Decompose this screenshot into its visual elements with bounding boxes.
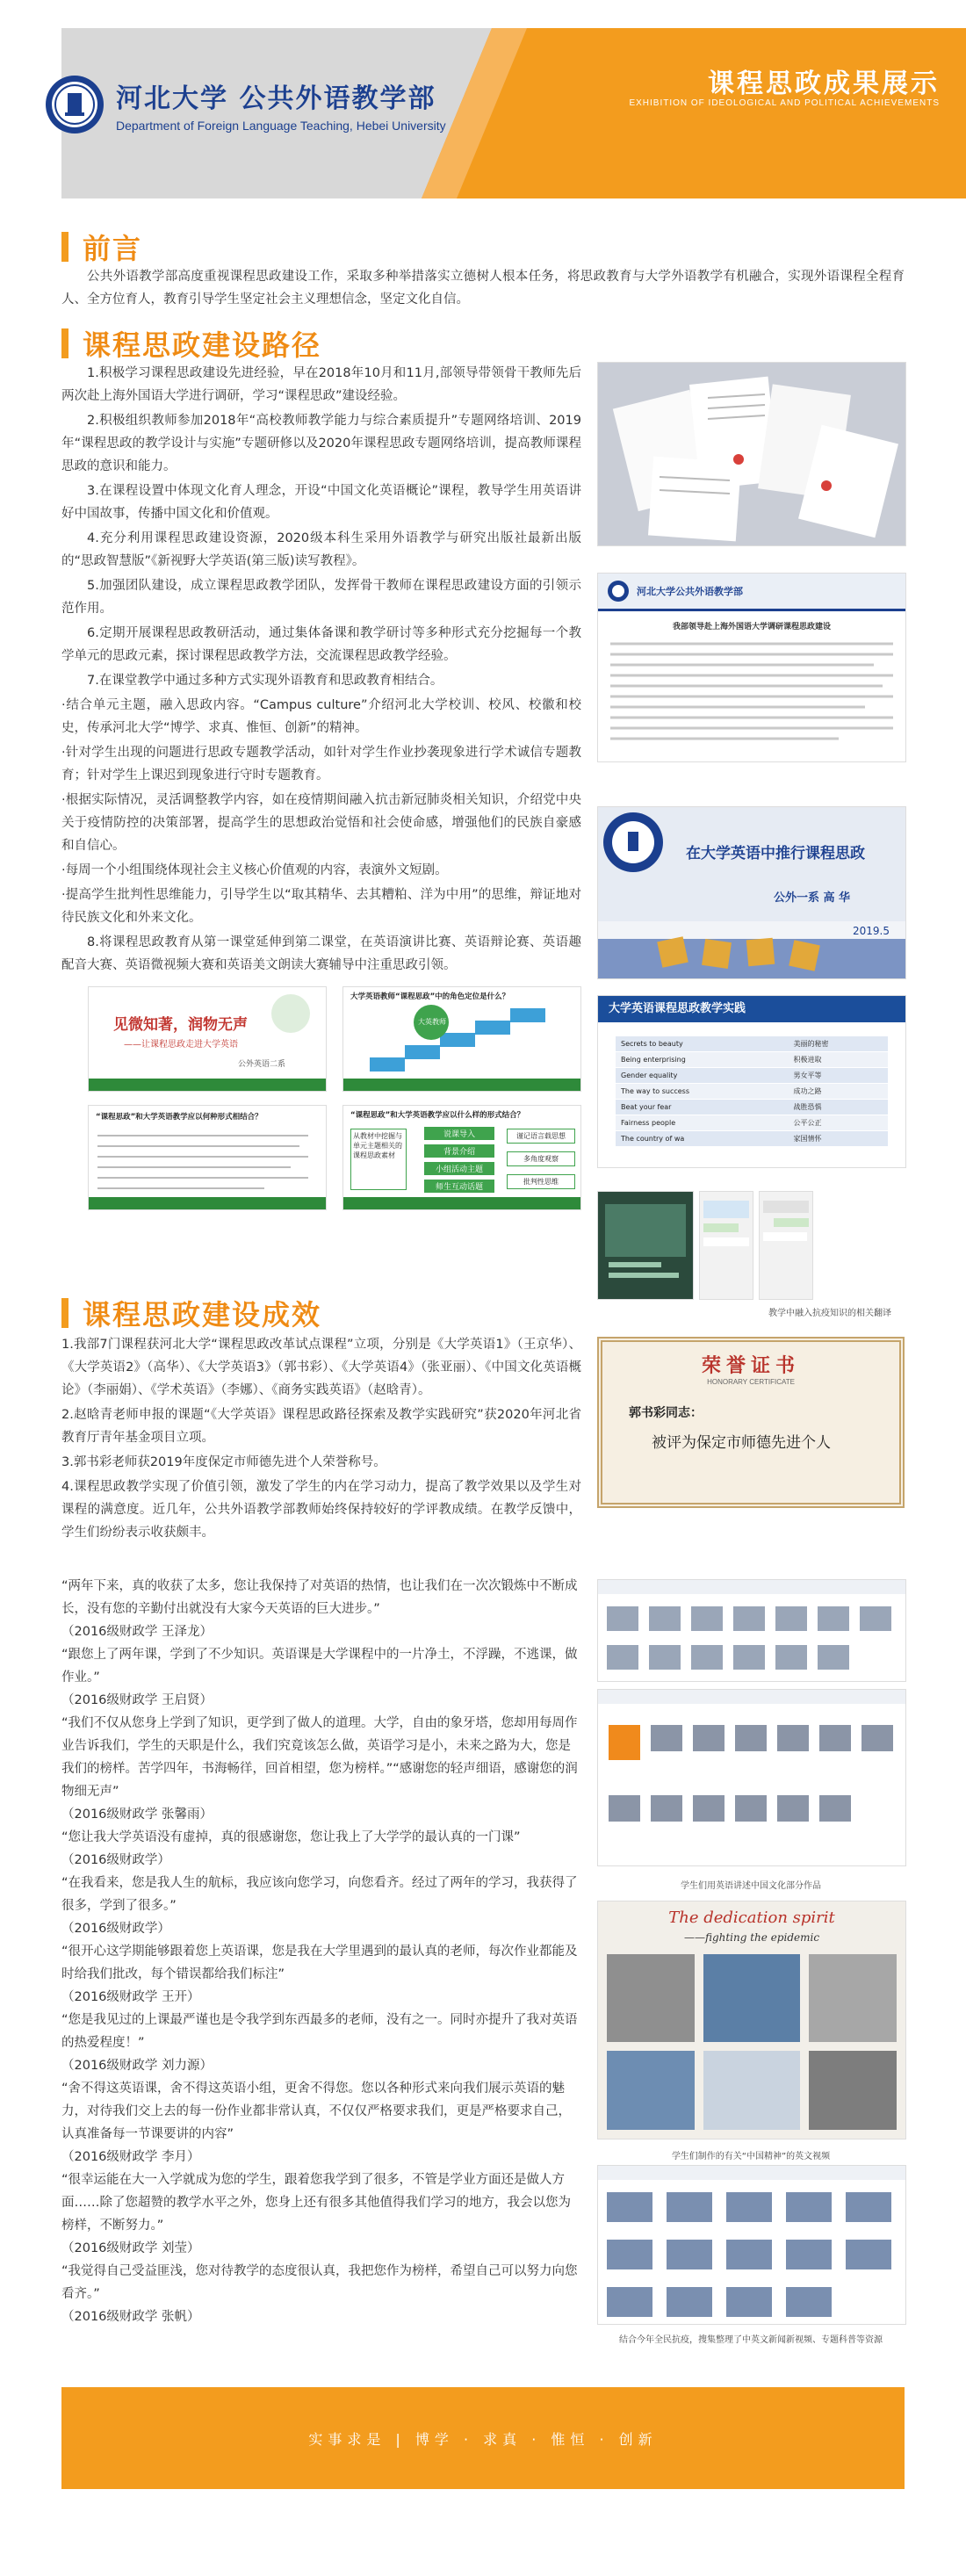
webpage-header [598, 574, 905, 611]
section-marker [61, 1298, 68, 1328]
table-cell: Secrets to beauty [616, 1036, 788, 1052]
videos-caption: 学生们用英语讲述中国文化部分作品 [681, 1881, 821, 1891]
path-item: ·针对学生出现的问题进行思政专题教学活动，如针对学生作业抄袭现象进行学术诚信专题教育；针对学生上课迟到现象进行守时专题教育。 [61, 746, 581, 783]
testimonial-author: （2016级财政学 张馨雨） [61, 1808, 213, 1822]
table-cell: Gender equality [616, 1068, 788, 1084]
testimonial-author: （2016级财政学 王启贤） [61, 1693, 213, 1707]
path-item: 4.充分利用课程思政建设资源，2020级本科生采用外语教学与研究出版社最新出版的“思政智慧版”《新视野大学英语(第三版)读写教程》。 [61, 531, 581, 568]
video-folder-screenshot-1 [597, 1579, 906, 1682]
preface-text: 公共外语教学部高度重视课程思政建设工作，采取多种举措落实立德树人根本任务，将思政教育与大学外语教学有机融合，实现外语课程全程育人、全方位育人，教育引导学生坚定社会主义理想信念，坚定文化自信。 [61, 270, 905, 307]
table-slide [597, 995, 906, 1168]
path-item: 8.将课程思政教育从第一课堂延伸到第二课堂，在英语演讲比赛、英语辩论赛、英语趣配音大赛、英语微视频大赛和英语美文朗读大赛辅导中注重思政引领。 [61, 935, 581, 972]
video-folder-image [598, 1690, 905, 1865]
poster-subtitle: ——fighting the epidemic [683, 1931, 820, 1944]
learning-screen-image [598, 1192, 693, 1299]
path-item: 3.在课程设置中体现文化育人理念，开设“中国文化英语概论”课程，教导学生用英语讲好中国故事，传播中国文化和价值观。 [61, 484, 581, 521]
slide-4-outcome: 谨记语言载思想 [507, 1129, 575, 1144]
poster-caption: 学生们制作的有关“中国精神”的英文视频 [671, 2152, 831, 2161]
path-item: 2.积极组织教师参加2018年“高校教师教学能力与综合素质提升”专题网络培训、2019年“课程思政的教学设计与实施”专题研修以及2020年课程思政专题网络培训，提高教师课程思政的意识和能力。 [61, 414, 581, 473]
results-item: 3.郭书彩老师获2019年度保定市师德先进个人荣誉称号。 [61, 1455, 386, 1469]
slide-4-outcome: 多角度观察 [507, 1151, 575, 1166]
university-seal-icon [607, 580, 630, 603]
table-cell: 战胜恐惧 [788, 1100, 888, 1115]
certificate-recipient: 郭书彩同志： [629, 1406, 703, 1420]
poster-title: The dedication spirit [668, 1909, 835, 1927]
path-item: ·结合单元主题，融入思政内容。“Campus culture”介绍河北大学校训、校风、校徽和校史，传承河北大学“博学、求真、惟恒、创新”的精神。 [61, 698, 581, 735]
slide-3-title: “课程思政”和大学英语教学应以何种形式相结合？ [96, 1113, 263, 1122]
testimonial-quote: “我们不仅从您身上学到了知识，更学到了做人的道理。大学，自由的象牙塔，您却用每周作业告诉我们，学生的天职是什么，我们究竟该怎么做，英语学习是小，未来之路为大，您是我们的榜样。苦学四年，书海畅徉，回首相望，您为榜样。”“感谢您的轻声细语，感谢您的润物细无声” [61, 1716, 578, 1799]
webpage-body [598, 611, 905, 762]
testimonial-quote: “很幸运能在大一入学就成为您的学生，跟着您我学到了很多，不管是学业方面还是做人方面……除了您超赞的教学水平之外，您身上还有很多其他值得我们学习的地方，我会以您为榜样，不断努力。” [61, 2173, 571, 2233]
results-list [61, 1333, 581, 1546]
table-slide-title: 大学英语课程思政教学实践 [598, 996, 905, 1022]
results-item: 2.赵晗青老师申报的课题“《大学英语》课程思政路径探索及教学实践研究”获2020年河北省教育厅青年基金项目立项。 [61, 1408, 581, 1445]
preface-heading [61, 227, 142, 267]
slide-4-outcome: 批判性思维 [507, 1174, 575, 1189]
banner-title: 课程思政成果展示 [708, 69, 940, 99]
title-slide-text: 在大学英语中推行课程思政 [686, 845, 865, 862]
certificate-english-title: HONORARY CERTIFICATE [707, 1378, 795, 1386]
slide-4-step: 师生互动话题 [424, 1180, 494, 1193]
preface-title: 前言 [83, 232, 143, 265]
phone-screenshot-image [700, 1192, 753, 1299]
slide-4-source-box: 从教材中挖掘与单元主题相关的课程思政素材 [350, 1129, 407, 1190]
testimonial-author: （2016级财政学 刘莹） [61, 2241, 200, 2255]
testimonial-author: （2016级财政学） [61, 1853, 170, 1867]
video-folder-image [598, 1580, 905, 1681]
testimonial-quote: “我觉得自己受益匪浅，您对待教学的态度很认真，我把您作为榜样，希望自己可以努力向您看齐。” [61, 2264, 578, 2301]
slide-1-subtitle: ——让课程思政走进大学英语 [124, 1040, 238, 1050]
title-slide-background [598, 807, 905, 978]
path-list [61, 362, 581, 978]
slide-4 [342, 1105, 581, 1210]
news-caption: 结合今年全民抗疫，搜集整理了中英文新闻新视频、专题科普等资源 [619, 2335, 883, 2345]
learning-caption: 教学中融入抗疫知识的相关翻译 [768, 1309, 891, 1318]
results-heading [61, 1293, 321, 1333]
table-cell: 家国情怀 [788, 1131, 888, 1147]
certificate-title: 荣誉证书 [701, 1355, 800, 1377]
phone-screenshot-2 [759, 1191, 813, 1300]
slide-2-title: 大学英语教师“课程思政”中的角色定位是什么？ [350, 992, 510, 1001]
path-item: 6.定期开展课程思政教研活动，通过集体备课和教学研讨等多种形式充分挖掘每一个教学单元的思政元素，探讨课程思政教学方法，交流课程思政教学经验。 [61, 626, 581, 663]
results-item: 4.课程思政教学实现了价值引领，激发了学生的内在学习动力，提高了教学效果以及学生对课程的满意度。近几年，公共外语教学部教师始终保持较好的学评教成绩。在教学反馈中，学生们纷纷表示收获颇丰。 [61, 1480, 581, 1540]
table-row [616, 1036, 888, 1052]
testimonial-author: （2016级财政学 李月） [61, 2150, 200, 2164]
table-row [616, 1115, 888, 1131]
testimonial-author: （2016级财政学 刘力源） [61, 2059, 213, 2073]
slide-4-step: 说课导入 [424, 1127, 494, 1140]
documents-photo [597, 362, 906, 546]
news-resources-screenshot [597, 2165, 906, 2325]
slide-1 [88, 986, 327, 1092]
logo [44, 74, 446, 135]
video-folder-screenshot-2 [597, 1689, 906, 1866]
table-cell: Fairness people [616, 1115, 788, 1131]
path-item: 5.加强团队建设，成立课程思政教学团队，发挥骨干教师在课程思政建设方面的引领示范作用。 [61, 579, 581, 616]
webpage-article-text [610, 631, 893, 754]
page-footer [61, 2387, 905, 2489]
testimonial-quote: “在我看来，您是我人生的航标，我应该向您学习，向您看齐。经过了两年的学习，我获得了很多，学到了很多。” [61, 1876, 578, 1913]
results-title: 课程思政建设成效 [83, 1298, 322, 1331]
testimonial-author: （2016级财政学 王泽龙） [61, 1625, 213, 1639]
testimonial-quote: “舍不得这英语课，舍不得这英语小组，更舍不得您。您以各种形式来向我们展示英语的魅力，对待我们交上去的每一份作业都非常认真，不仅仅严格要求我们，更是严格要求自己，认真准备每一节课要讲的内容” [61, 2082, 571, 2141]
webpage-article-title: 我部领导赴上海外国语大学调研课程思政建设 [672, 623, 831, 631]
honor-certificate [597, 1337, 905, 1508]
table-cell: 美丽的秘密 [788, 1036, 888, 1052]
testimonial-quote: “很开心这学期能够跟着您上英语课，您是我在大学里遇到的最认真的老师，每次作业都能及时给我们批改，每个错误都给我们标注” [61, 1945, 578, 1981]
slide-1-title: 见微知著，润物无声 [113, 1016, 248, 1034]
title-slide-author: 公外一系 高 华 [774, 891, 851, 905]
logo-english-name: Department of Foreign Language Teaching, Hebei University [116, 119, 446, 133]
documents-image [598, 363, 905, 545]
table-row [616, 1100, 888, 1115]
path-item: ·每周一个小组围绕体现社会主义核心价值观的内容，表演外文短剧。 [61, 863, 448, 877]
testimonial-author: （2016级财政学 王开） [61, 1990, 200, 2004]
table-cell: 公平公正 [788, 1115, 888, 1131]
slide-4-step: 背景介绍 [424, 1144, 494, 1158]
title-slide-year: 2019.5 [853, 925, 890, 937]
dedication-poster [597, 1901, 906, 2139]
path-item: ·提高学生批判性思维能力，引导学生以“取其精华、去其糟粕、洋为中用”的思维，辩证地对待民族文化和外来文化。 [61, 888, 581, 925]
table-slide-table [616, 1036, 888, 1147]
testimonial-quote: “跟您上了两年课，学到了不少知识。英语课是大学课程中的一片净土，不浮躁，不逃课，做作业。” [61, 1648, 578, 1685]
table-row [616, 1068, 888, 1084]
testimonial-quote: “您让我大学英语没有虚掉，真的很感谢您，您让我上了大学学的最认真的一门课” [61, 1830, 521, 1844]
path-item: 7.在课堂教学中通过多种方式实现外语教育和思政教育相结合。 [87, 674, 443, 688]
path-item: 1.积极学习课程思政建设先进经验，早在2018年10月和11月,部领导带领骨干教师先后两次赴上海外国语大学进行调研，学习“课程思政”建设经验。 [61, 366, 581, 403]
testimonial-author: （2016级财政学） [61, 1922, 170, 1936]
webpage-site-name: 河北大学公共外语教学部 [637, 586, 743, 597]
banner-subtitle: EXHIBITION OF IDEOLOGICAL AND POLITICAL ACHIEVEMENTS [629, 98, 940, 108]
testimonial-author: （2016级财政学 张帆） [61, 2310, 200, 2324]
slide-2-center: 大英教师 [418, 1018, 446, 1026]
path-heading [61, 323, 321, 364]
certificate-body: 被评为保定市师德先进个人 [652, 1434, 831, 1452]
slide-4-step: 小组活动主题 [424, 1162, 494, 1175]
university-seal-icon [44, 74, 105, 135]
table-cell: 男女平等 [788, 1068, 888, 1084]
results-item: 1.我部7门课程获河北大学“课程思政改革试点课程”立项，分别是《大学英语1》（王京华）、《大学英语2》（高华）、《大学英语3》（郭书彩）、《大学英语4》（张亚丽）、《中国文化英语概论》（李丽娟）、《学术英语》（李娜）、《商务实践英语》（赵晗青）。 [61, 1338, 581, 1397]
table-cell: Being enterprising [616, 1052, 788, 1068]
learning-screen-photo [597, 1191, 694, 1300]
path-item: ·根据实际情况，灵活调整教学内容，如在疫情期间融入抗击新冠肺炎相关知识，介绍党中央关于疫情防控的决策部署，提高学生的思想政治觉悟和社会使命感，增强他们的民族自豪感和自信心。 [61, 793, 581, 853]
testimonials [61, 1575, 581, 2328]
table-cell: 积极进取 [788, 1052, 888, 1068]
phone-screenshot-image [760, 1192, 812, 1299]
table-cell: The way to success [616, 1084, 788, 1100]
slide-3 [88, 1105, 327, 1210]
phone-screenshot-1 [699, 1191, 753, 1300]
section-marker [61, 232, 68, 262]
path-title: 课程思政建设路径 [83, 328, 322, 362]
testimonial-quote: “两年下来，真的收获了太多，您让我保持了对英语的热情，也让我们在一次次锻炼中不断成长，没有您的辛勤付出就没有大家今天英语的巨大进步。” [61, 1579, 578, 1616]
table-row [616, 1084, 888, 1100]
slide-2-diagram [343, 987, 580, 1091]
title-slide [597, 806, 906, 979]
table-cell: Beat your fear [616, 1100, 788, 1115]
table-row [616, 1131, 888, 1147]
news-resources-image [598, 2166, 905, 2324]
section-marker [61, 328, 68, 358]
webpage-screenshot [597, 573, 906, 762]
testimonial-quote: “您是我见过的上课最严谨也是令我学到东西最多的老师，没有之一。同时亦提升了我对英语的热爱程度！” [61, 2013, 578, 2050]
table-row [616, 1052, 888, 1068]
slide-2 [342, 986, 581, 1092]
logo-chinese-name: 河北大学 公共外语教学部 [116, 83, 436, 114]
slide-1-author: 公外英语二系 [238, 1060, 286, 1069]
slide-4-title: “课程思政”和大学英语教学应以什么样的形式结合？ [350, 1111, 525, 1120]
table-cell: The country of wa [616, 1131, 788, 1147]
footer-slogan: 实事求是 | 博学 · 求真 · 惟恒 · 创新 [308, 2430, 658, 2448]
page-header [0, 0, 966, 198]
table-cell: 成功之路 [788, 1084, 888, 1100]
